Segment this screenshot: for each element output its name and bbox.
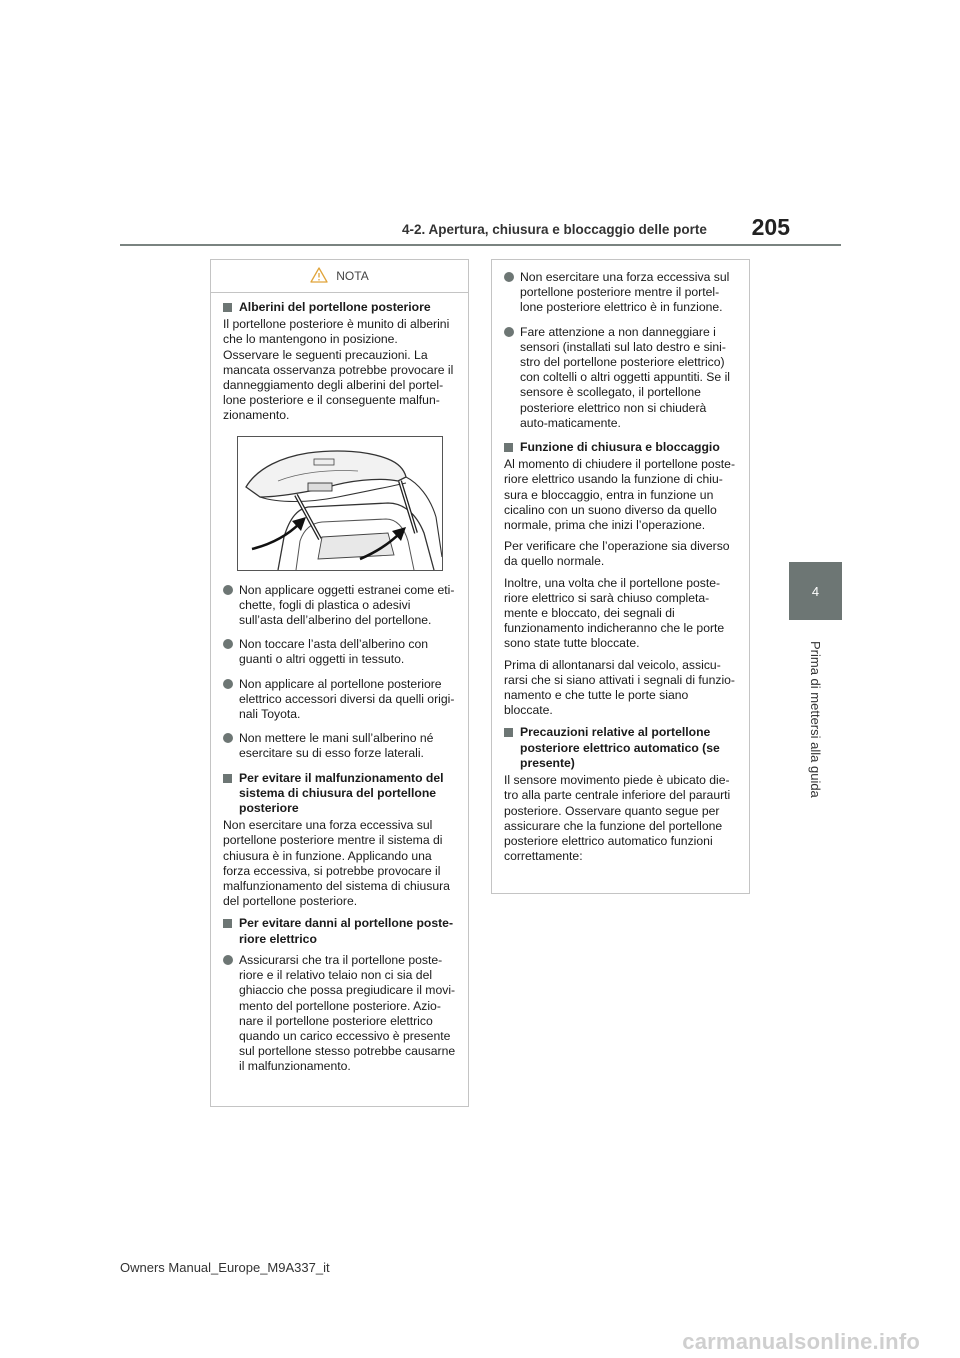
page-number: 205 — [751, 214, 790, 240]
nota-label: NOTA — [336, 269, 369, 284]
nota-box-continued — [491, 259, 750, 894]
bullet-item — [223, 677, 456, 723]
square-bullet-icon — [504, 728, 513, 737]
bullet-text: Non applicare al portellone posteriore elettrico accessori diversi da quelli origi-nali Toyota. — [239, 676, 455, 722]
nota-header — [211, 260, 468, 292]
bullet-item — [223, 637, 456, 667]
square-bullet-icon — [504, 443, 513, 452]
paragraph: Il sensore movimento piede è ubicato die-tro alla parte centrale inferiore del paraurti posteriore. Osservare quanto segue per assicurare che la funzione del portellone posteriore elettrico automatico funzioni correttamente: — [504, 773, 731, 864]
chapter-title: Prima di mettersi alla guida — [808, 640, 823, 798]
square-bullet-icon — [223, 774, 232, 783]
bullet-item — [223, 731, 456, 761]
warning-triangle-icon — [310, 267, 328, 287]
header-rule — [120, 244, 841, 246]
round-bullet-icon — [223, 585, 233, 595]
bullet-text: Non mettere le mani sull’alberino né esercitare su di esso forze laterali. — [239, 731, 434, 761]
subheading-precauzioni — [504, 725, 737, 771]
subheading-text: Alberini del portellone posteriore — [239, 300, 431, 314]
paragraph: Per verificare che l’operazione sia diverso da quello normale. — [504, 539, 730, 569]
bullet-text: Non toccare l’asta dell’alberino con guanti o altri oggetti in tessuto. — [239, 637, 429, 667]
bullet-text: Non esercitare una forza eccessiva sul portellone posteriore mentre il portel-lone posteriore elettrico è in funzione. — [520, 270, 730, 315]
subheading-malfunzionamento — [223, 771, 456, 817]
round-bullet-icon — [223, 639, 233, 649]
paragraph-alberini: Il portellone posteriore è munito di alberini che lo mantengono in posizione. Osservare le seguenti precauzioni. La mancata osservanza potrebbe provocare il danneggiamento degli alberini del portel-lone posteriore e il conseguente malfun-zionamento. — [223, 317, 454, 423]
bullet-text: Fare attenzione a non danneggiare i sensori (installati sul lato destro e sini-stro del portellone posteriore elettrico) con coltelli o altri oggetti appuntiti. Se il sensore è scollegato, il portellone posteriore elettrico non si chiuderà auto-maticamente. — [520, 324, 731, 430]
tailgate-struts-illustration — [237, 436, 443, 571]
footer-document-name: Owners Manual_Europe_M9A337_it — [120, 1260, 330, 1275]
tailgate-illustration-svg — [238, 437, 442, 570]
square-bullet-icon — [223, 303, 232, 312]
bullet-item — [223, 953, 456, 1075]
paragraph: Prima di allontanarsi dal veicolo, assicu-rarsi che si siano attivati i segnali di funzio-namento e che tutte le porte siano bloccate. — [504, 657, 735, 718]
round-bullet-icon — [223, 679, 233, 689]
round-bullet-icon — [223, 955, 233, 965]
bullet-text: Non applicare oggetti estranei come eti-chette, fogli di plastica o adesivi sull’asta dell’alberino del portellone. — [239, 582, 455, 628]
chapter-number: 4 — [811, 583, 820, 599]
square-bullet-icon — [223, 919, 232, 928]
watermark: carmanualsonline.info — [682, 1329, 920, 1354]
round-bullet-icon — [223, 733, 233, 743]
section-title: 4-2. Apertura, chiusura e bloccaggio delle porte — [402, 222, 707, 237]
round-bullet-icon — [504, 272, 514, 282]
paragraph: Inoltre, una volta che il portellone poste-riore elettrico si sarà chiuso completa-mente e bloccato, dei segnali di funzionamento indicheranno che le porte sono state tutte bloccate. — [504, 575, 725, 651]
bullet-item — [223, 583, 456, 629]
subheading-danni — [223, 916, 456, 946]
chapter-side-label — [789, 624, 842, 814]
bullet-item — [504, 325, 737, 431]
subheading-alberini — [223, 300, 456, 315]
subheading-text: Per evitare il malfunzionamento del sistema di chiusura del portellone posteriore — [239, 770, 444, 816]
chapter-tab — [789, 562, 842, 620]
subheading-chiusura-bloccaggio — [504, 440, 737, 455]
subheading-text: Per evitare danni al portellone poste-riore elettrico — [239, 916, 454, 946]
nota-box — [210, 259, 469, 1107]
nota-divider — [211, 292, 468, 293]
round-bullet-icon — [504, 327, 514, 337]
subheading-text: Precauzioni relative al portellone posteriore elettrico automatico (se presente) — [520, 725, 720, 770]
subheading-text: Funzione di chiusura e bloccaggio — [520, 440, 720, 455]
bullet-item — [504, 270, 737, 316]
paragraph-malfunzionamento: Non esercitare una forza eccessiva sul portellone posteriore mentre il sistema di chiusura è in funzione. Applicando una forza eccessiva, si potrebbe provocare il malfunzionamento del sistema di chiusura del portellone posteriore. — [223, 818, 450, 909]
bullet-text: Assicurarsi che tra il portellone poste-riore e il relativo telaio non ci sia del ghiaccio che possa pregiudicare il movi-mento del portellone posteriore. Azio-nare il portellone posteriore elettrico quando un carico eccessivo è presente sul portellone stesso potrebbe causarne il malfunzionamento. — [239, 952, 456, 1074]
paragraph: Al momento di chiudere il portellone poste-riore elettrico usando la funzione di chiu-sura e bloccaggio, entra in funzione un cicalino con un suono diverso da quello normale, prima che inizi l’operazione. — [504, 457, 736, 533]
